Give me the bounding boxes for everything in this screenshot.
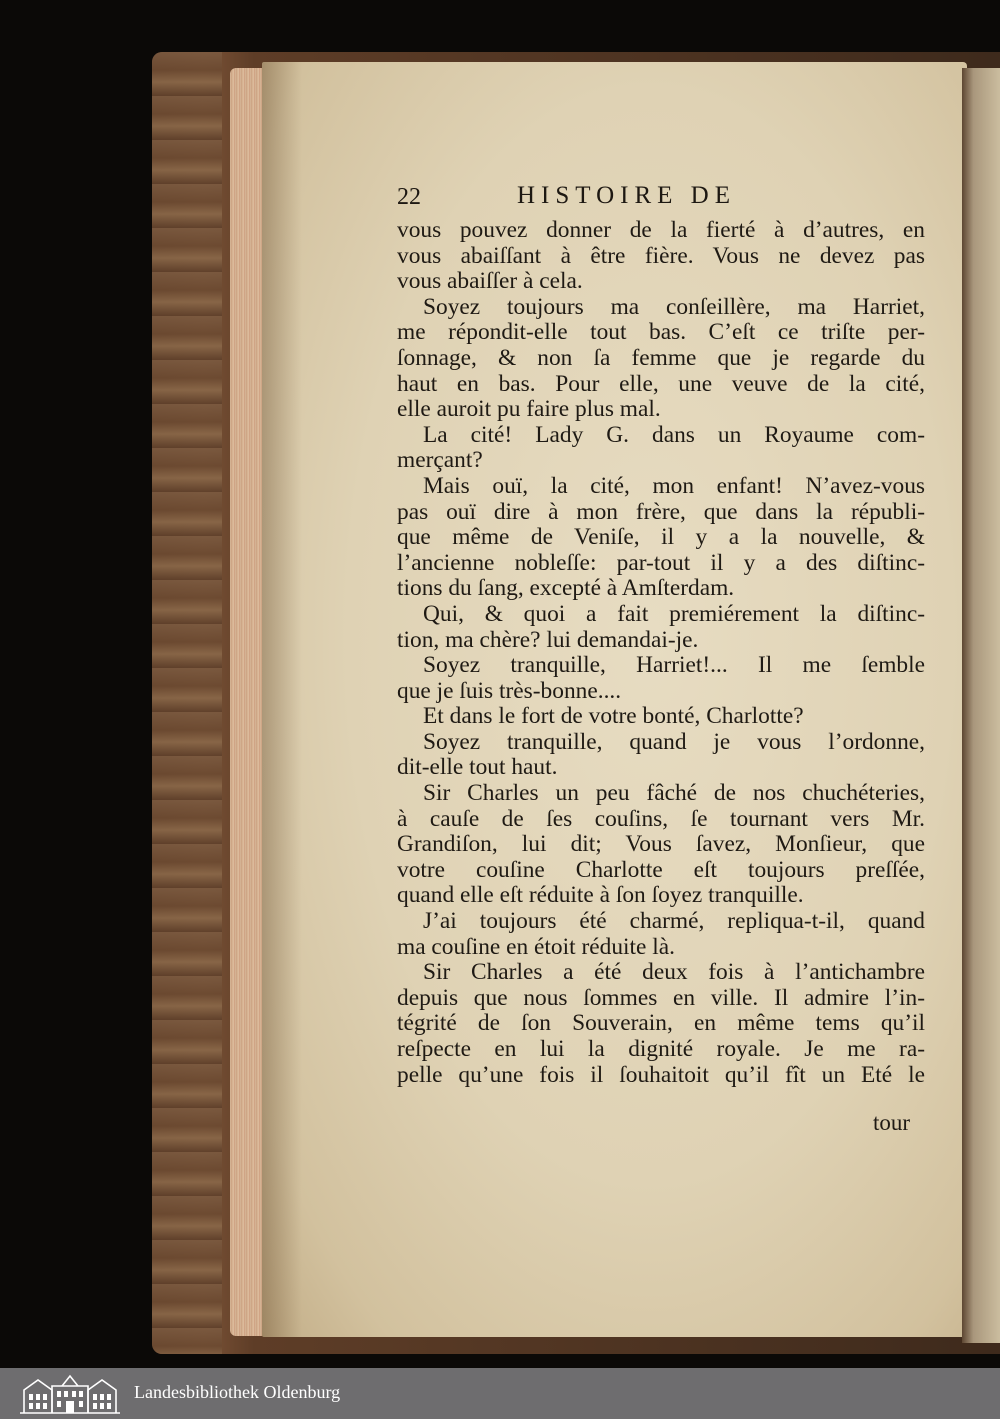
running-title: HISTOIRE DE bbox=[517, 182, 737, 209]
text-line: merçant? bbox=[397, 447, 483, 474]
text-line: que même de Veniſe, il y a la nouvelle, & bbox=[397, 524, 925, 551]
text-line: quand elle eſt réduite à ſon ſoyez tranquille. bbox=[397, 882, 804, 909]
text-line: Grandiſon, lui dit; Vous ſavez, Monſieur, que bbox=[397, 831, 925, 858]
text-line: haut en bas. Pour elle, une veuve de la cité, bbox=[397, 370, 925, 397]
library-building-icon bbox=[18, 1372, 122, 1415]
text-line: à cauſe de ſes couſins, ſe tournant vers Mr. bbox=[397, 805, 925, 832]
text-line: Qui, & quoi a fait premiérement la diſtinc- bbox=[423, 600, 925, 627]
page-number: 22 bbox=[397, 184, 421, 210]
text-line: vous pouvez donner de la fierté à d’autres, en bbox=[397, 217, 925, 243]
text-line: ma couſine en étoit réduite là. bbox=[397, 933, 675, 960]
book-spine-edge bbox=[152, 52, 222, 1354]
library-name: Landesbibliothek Oldenburg bbox=[134, 1382, 341, 1402]
text-line: Soyez toujours ma conſeillère, ma Harriet, bbox=[423, 293, 925, 320]
text-line: depuis que nous ſommes en ville. Il admire l’in- bbox=[397, 984, 925, 1011]
text-line: Sir Charles un peu fâché de nos chuchéteries, bbox=[423, 780, 925, 807]
text-line: que je ſuis très-bonne.... bbox=[397, 677, 622, 704]
text-line: elle auroit pu faire plus mal. bbox=[397, 396, 661, 423]
footer-bar bbox=[0, 1368, 1000, 1419]
text-line: me répondit-elle tout bas. C’eſt ce triſte per- bbox=[397, 319, 925, 346]
text-line: Et dans le fort de votre bonté, Charlotte? bbox=[423, 703, 804, 730]
text-line: Sir Charles a été deux fois à l’antichambre bbox=[423, 959, 925, 986]
text-line: pelle qu’une fois il ſouhaitoit qu’il fît un Eté le bbox=[397, 1061, 925, 1088]
text-line: reſpecte en lui la dignité royale. Je me ra- bbox=[397, 1036, 925, 1062]
text-line: tion, ma chère? lui demandai-je. bbox=[397, 626, 699, 653]
text-line: ſonnage, & non ſa femme que je regarde du bbox=[397, 344, 925, 371]
text-line: Soyez tranquille, quand je vous l’ordonne, bbox=[423, 728, 925, 755]
text-line: votre couſine Charlotte eſt toujours preſſée, bbox=[397, 856, 925, 883]
text-line: pas ouï dire à mon frère, que dans la républi- bbox=[397, 498, 925, 525]
text-line: l’ancienne nobleſſe: par-tout il y a des diſtinc- bbox=[397, 549, 925, 576]
text-line: J’ai toujours été charmé, repliqua-t-il, quand bbox=[423, 908, 925, 935]
catchword: tour bbox=[873, 1110, 911, 1135]
page-header bbox=[397, 182, 927, 218]
text-line: Mais ouï, la cité, mon enfant! N’avez-vous bbox=[423, 472, 925, 499]
text-line: vous abaiſſer à cela. bbox=[397, 268, 583, 295]
text-line: vous abaiſſant à être fière. Vous ne devez pas bbox=[397, 242, 925, 269]
text-line: tions du ſang, excepté à Amſterdam. bbox=[397, 575, 735, 602]
text-line: Soyez tranquille, Harriet!... Il me ſemble bbox=[423, 652, 925, 679]
gutter-shadow bbox=[262, 62, 302, 1337]
text-line: dit-elle tout haut. bbox=[397, 754, 558, 781]
text-line: tégrité de ſon Souverain, en même tems qu’il bbox=[397, 1010, 925, 1037]
facing-page-edge bbox=[962, 68, 1000, 1343]
page-edges bbox=[230, 68, 266, 1336]
body-text bbox=[397, 218, 925, 1088]
text-line: La cité! Lady G. dans un Royaume com- bbox=[423, 421, 925, 448]
